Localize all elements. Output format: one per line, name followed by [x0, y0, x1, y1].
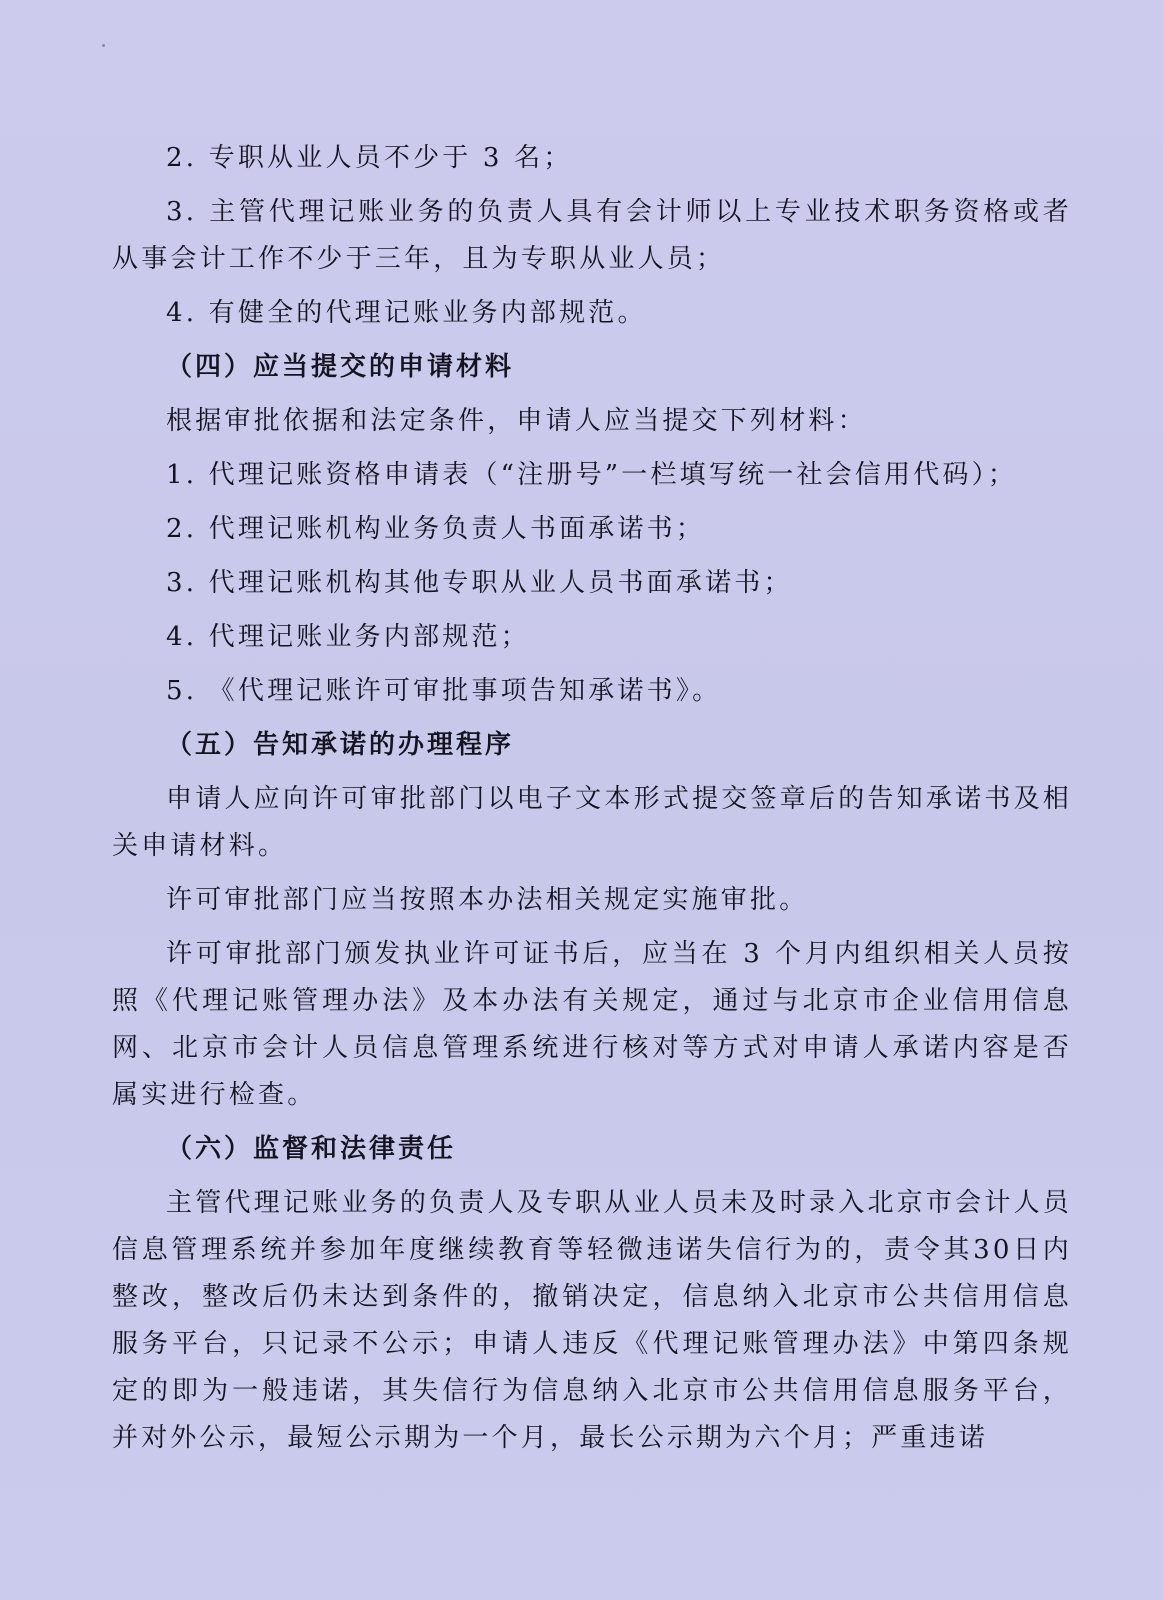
paragraph-9: 4. 代理记账业务内部规范； [166, 622, 530, 652]
paragraph-13: 许可审批部门应当按照本办法相关规定实施审批。 [166, 885, 809, 915]
document-body [112, 135, 1072, 1469]
scan-speck [102, 44, 105, 47]
paragraph-12: 申请人应向许可审批部门以电子文本形式提交签章后的告知承诺书及相关申请材料。 [112, 784, 1072, 861]
section-heading-5: （五）告知承诺的办理程序 [166, 730, 515, 760]
paragraph-7: 2. 代理记账机构业务负责人书面承诺书； [166, 514, 706, 544]
paragraph-16: 主管代理记账业务的负责人及专职从业人员未及时录入北京市会计人员信息管理系统并参加年度继续教育等轻微违诺失信行为的，责令其30日内整改，整改后仍未达到条件的，撤销决定，信息纳入北京市公共信用信息服务平台，只记录不公示；申请人违反《代理记账管理办法》中第四条规定的即为一般违诺，其失信行为信息纳入北京市公共信用信息服务平台，并对外公示，最短公示期为一个月，最长公示期为六个月；严重违诺 [112, 1188, 1072, 1453]
paragraph-3: 4. 有健全的代理记账业务内部规范。 [166, 298, 647, 328]
paragraph-10: 5. 《代理记账许可审批事项告知承诺书》。 [166, 676, 722, 706]
paragraph-14: 许可审批部门颁发执业许可证书后，应当在 3 个月内组织相关人员按照《代理记账管理办法》及本办法有关规定，通过与北京市企业信用信息网、北京市会计人员信息管理系统进行核对等方式对申请人承诺内容是否属实进行检查。 [112, 939, 1072, 1110]
section-heading-6: （六）监督和法律责任 [166, 1134, 457, 1164]
section-heading-4: （四）应当提交的申请材料 [166, 352, 515, 382]
paragraph-8: 3. 代理记账机构其他专职从业人员书面承诺书； [166, 568, 793, 598]
paragraph-5: 根据审批依据和法定条件，申请人应当提交下列材料： [166, 406, 867, 436]
paragraph-6: 1. 代理记账资格申请表（“注册号”一栏填写统一社会信用代码）； [166, 460, 1018, 490]
paragraph-1: 2. 专职从业人员不少于 3 名； [166, 143, 573, 173]
paragraph-2: 3. 主管代理记账业务的负责人具有会计师以上专业技术职务资格或者从事会计工作不少于三年，且为专职从业人员； [112, 197, 1072, 274]
